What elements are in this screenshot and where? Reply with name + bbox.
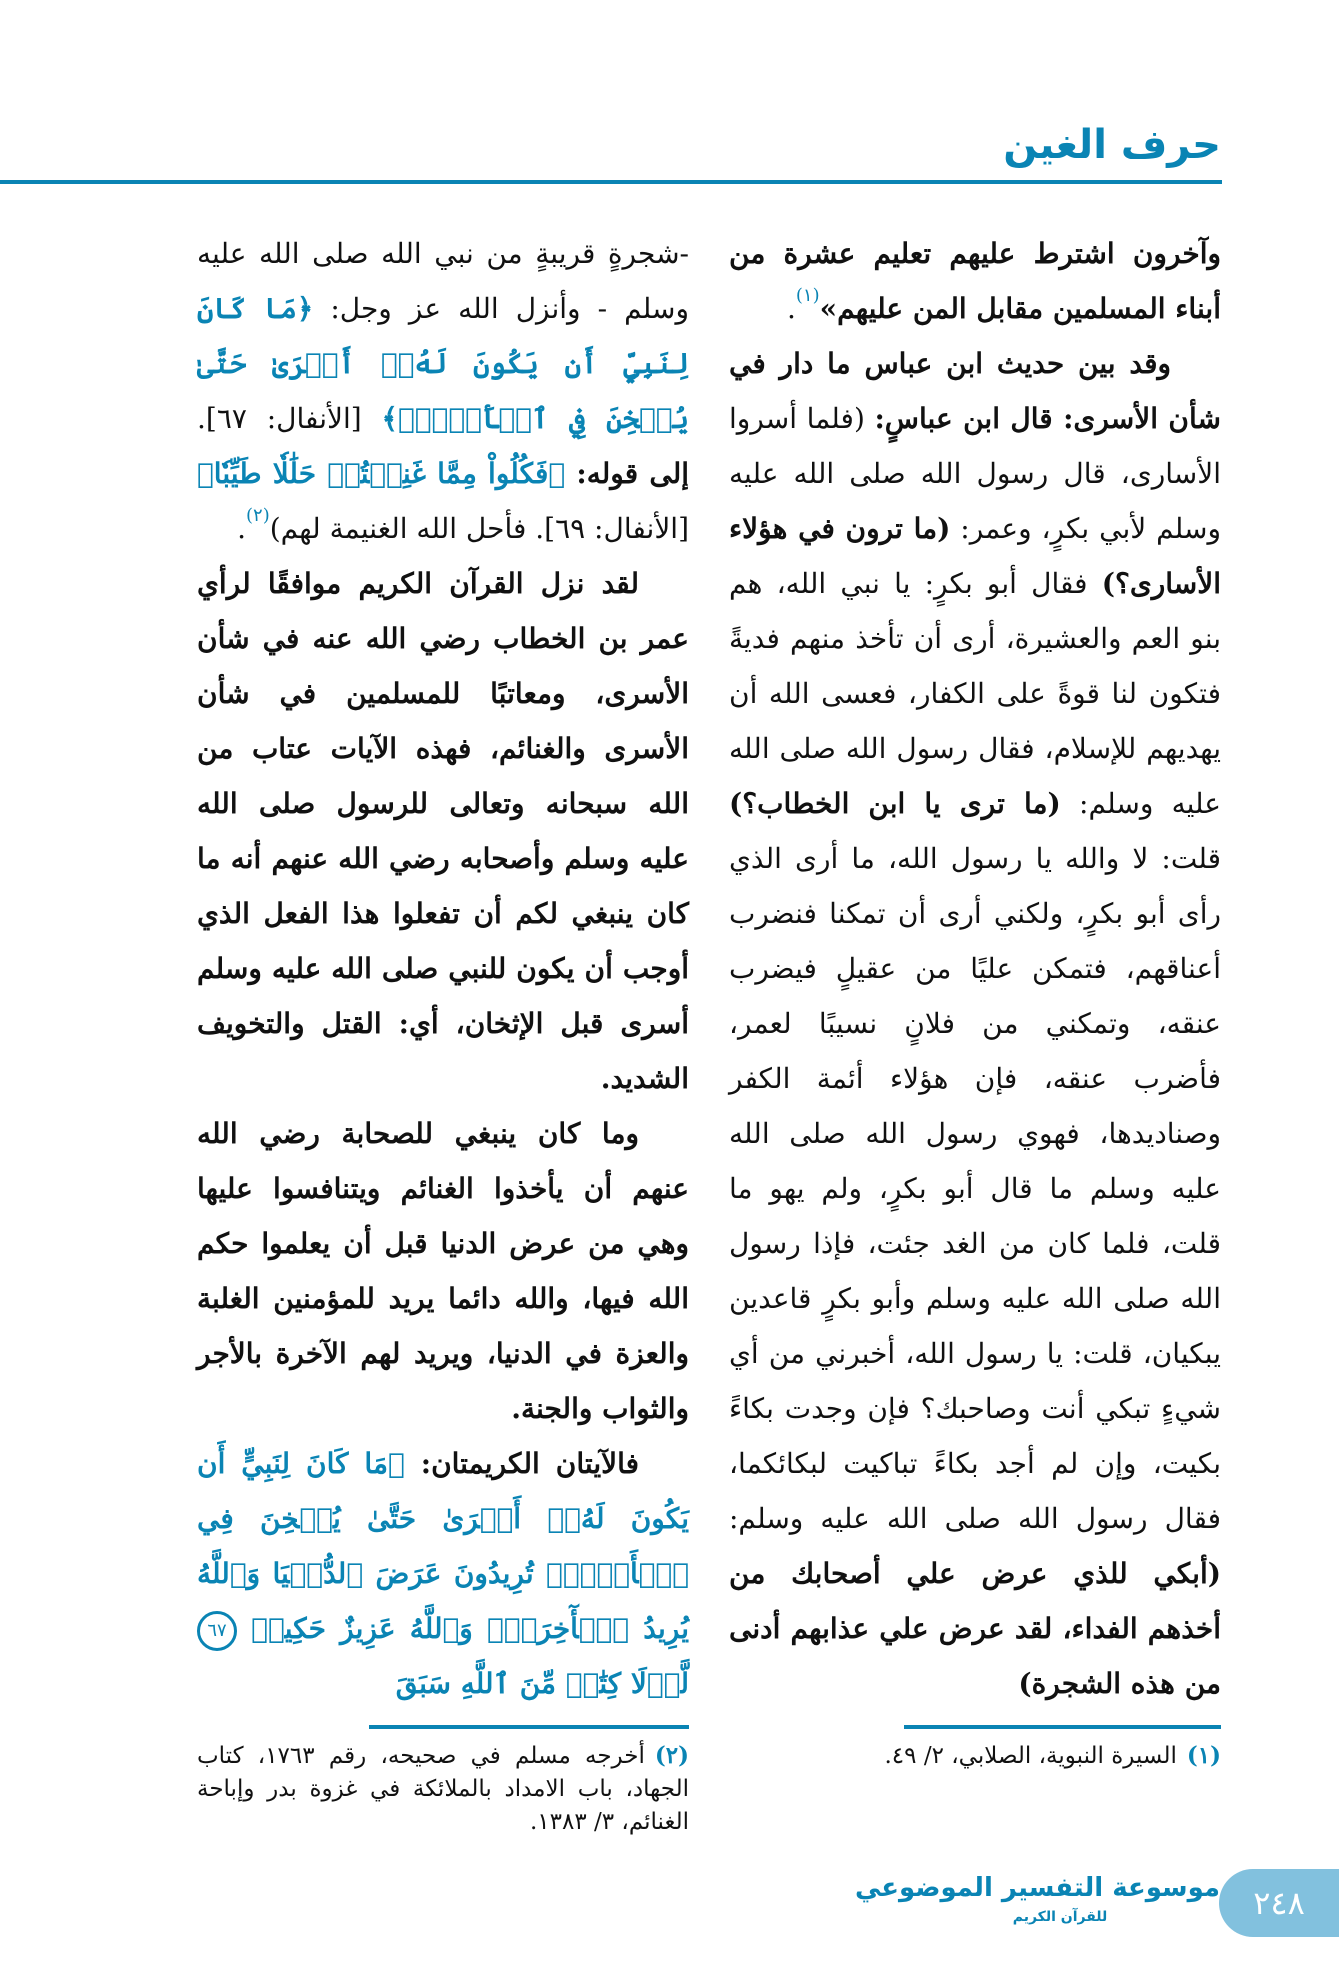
hadith-quote: (ما ترون في هؤلاء الأسارى؟) bbox=[729, 512, 1221, 600]
text: . bbox=[237, 512, 246, 545]
header-divider bbox=[0, 180, 1222, 184]
quran-verse: ﴿مَا كَانَ لِنَبِيٍّ أَن يَكُونَ لَهُۥٓ أَسۡرَىٰ حَتَّىٰ يُثۡخِنَ فِي ٱلۡأَرۡضِۚ تُرِيدُونَ عَرَضَ ٱلدُّنۡيَا وَٱللَّهُ يُرِيدُ ٱلۡأٓخِرَةَۗ وَٱللَّهُ عَزِيزٌ حَكِيمٞ bbox=[197, 1447, 689, 1645]
encyclopedia-logo bbox=[854, 1869, 1220, 1927]
text: -شجرةٍ قريبةٍ من نبي الله صلى الله عليه وسلم - وأنزل الله عز وجل: bbox=[197, 237, 689, 325]
text: (فلما أسروا الأسارى، قال رسول الله صلى الله عليه وسلم لأبي بكرٍ، وعمر: bbox=[729, 402, 1221, 545]
text: قلت: لا والله يا رسول الله، ما أرى الذي رأى أبو بكرٍ، ولكني أرى أن تمكنا فنضرب أعناقهم، فتمكن عليًا من عقيلٍ فيضرب عنقه، وتمكني من فلانٍ نسيبًا لعمر، فأضرب عنقه، فإن هؤلاء أئمة الكفر وصناديدها، فهوي رسول الله صلى الله عليه وسلم ما قال أبو بكرٍ، ولم يهو ما قلت، فلما كان من الغد جئت، فإذا رسول الله صلى الله عليه وسلم وأبو بكرٍ قاعدين يبكيان، قلت: يا رسول الله، أخبرني من أي شيءٍ تبكي أنت وصاحبك؟ فإن وجدت بكاءً بكيت، وإن لم أجد بكاءً تباكيت لبكائكما، فقال رسول الله صلى الله عليه وسلم: bbox=[729, 842, 1221, 1535]
text: لقد نزل القرآن الكريم موافقًا لرأي عمر بن الخطاب رضي الله عنه في شأن الأسرى، ومعاتبًا للمسلمين في شأن الأسرى والغنائم، فهذه الآيات عتاب من الله سبحانه وتعالى للرسول صلى الله عليه وسلم وأصحابه رضي الله عنهم أنه ما كان ينبغي لكم أن تفعلوا هذا الفعل الذي أوجب أن يكون للنبي صلى الله عليه وسلم أسرى قبل الإثخان، أي: القتل والتخويف الشديد. bbox=[197, 567, 689, 1095]
quran-verse: ﴿فَكُلُواْ مِمَّا غَنِمۡتُمۡ حَلَٰلٗا طَيِّبٗا﴾ bbox=[197, 457, 566, 490]
page-footer bbox=[0, 1869, 1339, 1979]
bold-text: إلى قوله: bbox=[565, 457, 690, 490]
paragraph bbox=[197, 1436, 689, 1711]
ayah-number-icon: ٦٧ bbox=[197, 1611, 237, 1651]
paragraph bbox=[729, 336, 1221, 1711]
left-column bbox=[197, 226, 689, 1839]
footnote-ref[interactable]: (١) bbox=[795, 285, 820, 306]
text: فقال أبو بكرٍ: يا نبي الله، هم بنو العم والعشيرة، أرى أن تأخذ منهم فديةً فتكون لنا قوةً على الكفار، فعسى الله أن يهديهم للإسلام، فقال رسول الله صلى الله عليه وسلم: bbox=[729, 567, 1222, 820]
text: [الأنفال: ٦٩]. فأحل الله الغنيمة لهم) bbox=[269, 512, 689, 545]
page-header bbox=[0, 0, 1339, 226]
footnote-text: السيرة النبوية، الصلابي، ٢/ ٤٩. bbox=[884, 1743, 1177, 1769]
hadith-quote: (ما ترى يا ابن الخطاب؟) bbox=[729, 787, 1061, 820]
footnote-divider bbox=[904, 1725, 1221, 1729]
chapter-title: حرف الغين bbox=[1003, 122, 1221, 168]
text: وما كان ينبغي للصحابة رضي الله عنهم أن يأخذوا الغنائم ويتنافسوا عليها وهي من عرض الدنيا قبل أن يعلموا حكم الله فيها، والله دائما يريد للمؤمنين الغلبة والعزة في الدنيا، ويريد لهم الآخرة بالأجر والثواب والجنة. bbox=[197, 1117, 689, 1425]
footnote-number: (٢) bbox=[654, 1742, 689, 1769]
paragraph bbox=[197, 1106, 689, 1436]
footnote-2 bbox=[197, 1739, 689, 1839]
footnote-divider bbox=[369, 1725, 689, 1729]
verse-reference: [الأنفال: ٦٧]. bbox=[197, 402, 382, 435]
bold-text: وآخرون اشترط عليهم تعليم عشرة من أبناء المسلمين مقابل المن عليهم» bbox=[729, 237, 1221, 325]
bold-text: وقد بين حديث ابن عباس ما دار في شأن الأسرى: قال ابن عباسٍ: bbox=[729, 347, 1221, 435]
text: . bbox=[786, 292, 796, 325]
footnote-number: (١) bbox=[1186, 1742, 1221, 1769]
paragraph bbox=[197, 556, 689, 1106]
paragraph bbox=[197, 226, 689, 556]
hadith-quote: (أبكي للذي عرض علي أصحابك من أخذهم الفداء، لقد عرض علي عذابهم أدنى من هذه الشجرة) bbox=[729, 1557, 1221, 1700]
page-number: ٢٤٨ bbox=[1219, 1869, 1339, 1937]
quran-verse: ﴿مَا كَانَ لِنَبِيٍّ أَن يَكُونَ لَهُۥٓ أَسۡرَىٰ حَتَّىٰ يُثۡخِنَ فِي ٱلۡأَرۡضِۚ﴾ bbox=[197, 292, 689, 435]
logo-subtitle: للقرآن الكريم bbox=[1012, 1909, 1108, 1925]
bold-text: فالآيتان الكريمتان: bbox=[404, 1447, 639, 1480]
paragraph bbox=[729, 226, 1221, 336]
footnote-ref[interactable]: (٢) bbox=[245, 505, 270, 526]
right-column bbox=[729, 226, 1221, 1773]
columns bbox=[0, 226, 1339, 1839]
footnote-text: أخرجه مسلم في صحيحه، رقم ١٧٦٣، كتاب الجهاد، باب الامداد بالملائكة في غزوة بدر وإباحة الغنائم، ٣/ ١٣٨٣. bbox=[197, 1743, 689, 1835]
logo-title: موسوعة التفسير الموضوعي bbox=[854, 1873, 1220, 1903]
footnote-1 bbox=[729, 1739, 1221, 1773]
quran-verse: لَّوۡلَا كِتَٰبٞ مِّنَ ٱللَّهِ سَبَقَ bbox=[395, 1667, 689, 1700]
